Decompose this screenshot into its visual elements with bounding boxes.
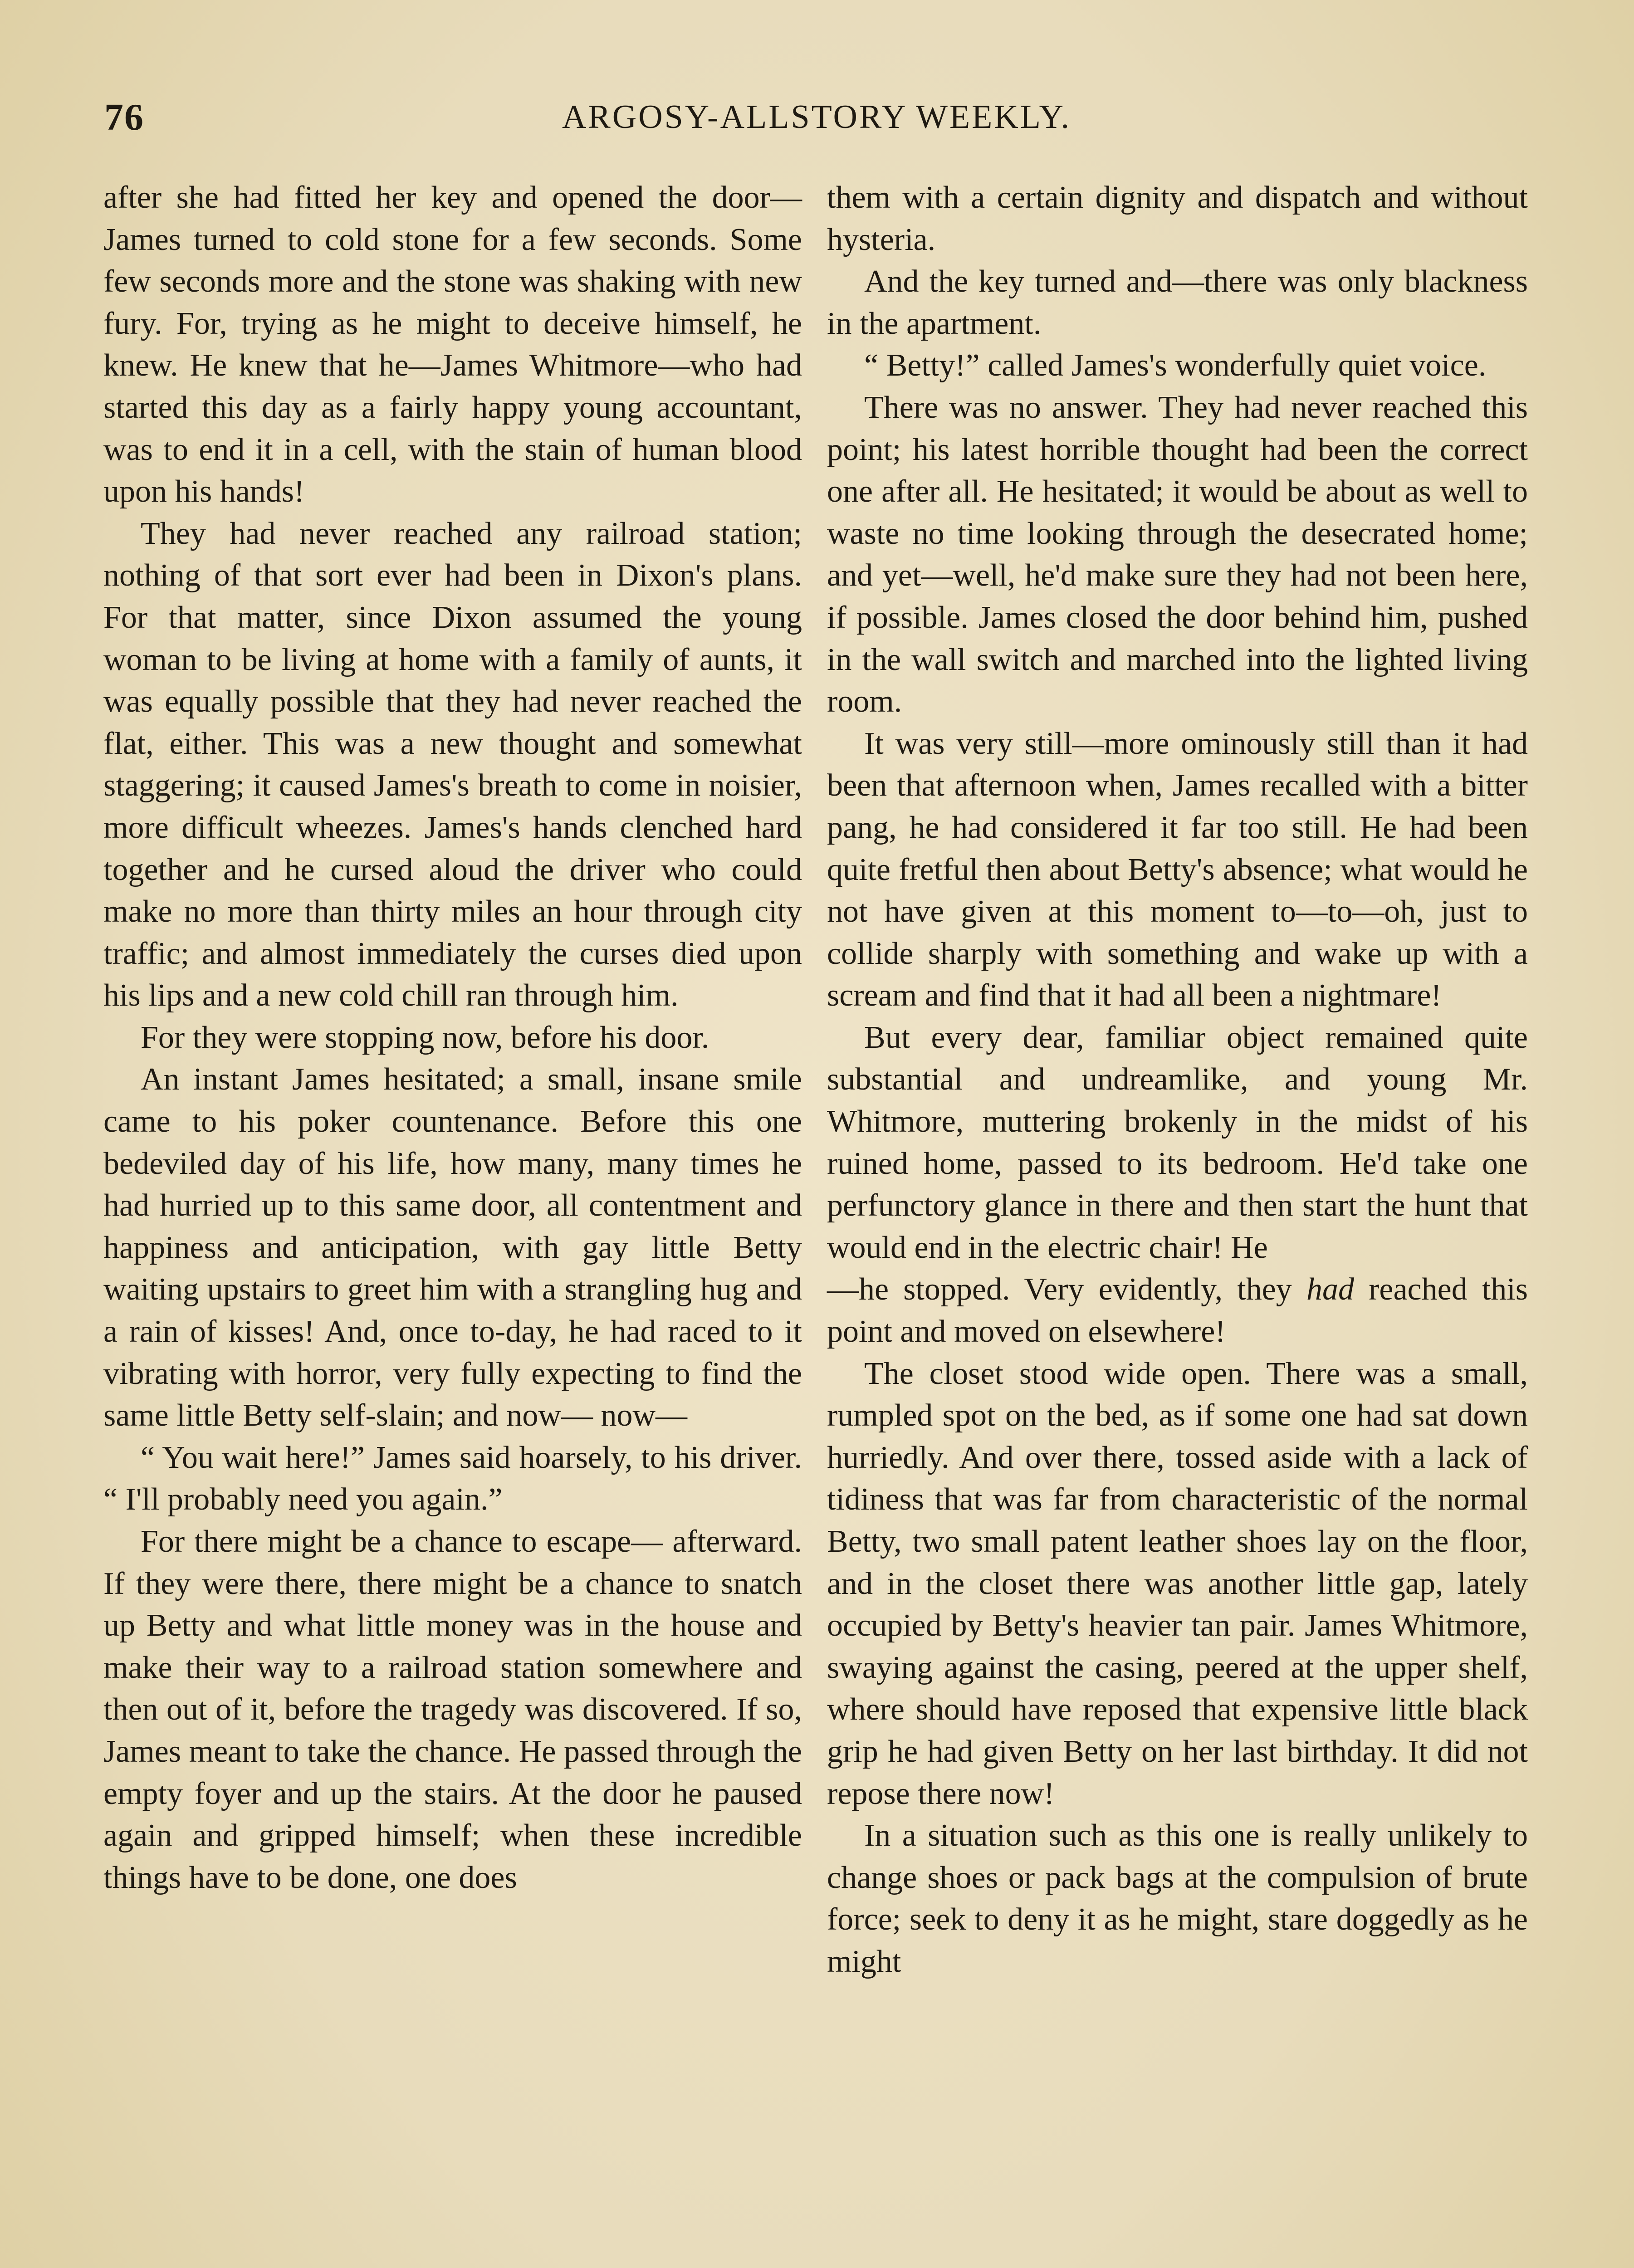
paragraph-text: reached this point and moved on elsewhere! <box>827 1272 1528 1349</box>
paragraph: them with a certain dignity and dispatch and without hysteria. <box>827 180 1528 257</box>
page-header <box>104 95 1529 145</box>
page-number: 76 <box>104 96 144 138</box>
paragraph: They had never reached any railroad station; nothing of that sort ever had been in Dixon's plans. For that matter, since Dixon assumed the young woman to be living at home with a family of aunts, it was equally possible that they had never reached the flat, either. This was a new thought and somewhat staggering; it caused James's breath to come in noisier, more difficult wheezes. James's hands clenched hard together and he cursed aloud the driver who could make no more than thirty miles an hour through city traffic; and almost immediately the curses died upon his lips and a new cold chill ran through him. <box>103 516 802 1013</box>
paragraph: “ Betty!” called James's wonderfully quiet voice. <box>864 348 1487 383</box>
text-columns <box>103 177 1528 2268</box>
paragraph: “ You wait here!” James said hoarsely, to his driver. “ I'll probably need you again.” <box>103 1440 802 1517</box>
paragraph: For they were stopping now, before his door. <box>141 1020 709 1055</box>
paragraph: after she had fitted her key and opened the door—James turned to cold stone for a few seconds. Some few seconds more and the stone was shaking with new fury. For, trying as he might to deceive himself, he knew. He knew that he—James Whitmore—who had started this day as a fairly happy young accountant, was to end it in a cell, with the stain of human blood upon his hands! <box>103 180 802 509</box>
paragraph <box>827 1017 1528 1353</box>
paragraph-text: —he stopped. Very evidently, they <box>827 1272 1306 1307</box>
paragraph: An instant James hesitated; a small, insane smile came to his poker countenance. Before this one bedeviled day of his life, how many, many times he had hurried up to this same door, all contentment and happiness and anticipation, with gay little Betty waiting upstairs to greet him with a strangling hug and a rain of kisses! And, once to-day, he had raced to it vibrating with horror, very fully expecting to find the same little Betty self-slain; and now— now— <box>103 1062 802 1433</box>
paragraph: In a situation such as this one is really unlikely to change shoes or pack bags at the compulsion of brute force; seek to deny it as he might, stare doggedly as he might <box>827 1818 1528 1979</box>
paragraph: For there might be a chance to escape— afterward. If they were there, there might be a chance to snatch up Betty and what little money was in the house and make their way to a railroad station somewhere and then out of it, before the tragedy was discovered. If so, James meant to take the chance. He passed through the empty foyer and up the stairs. At the door he paused again and gripped himself; when these incredible things have to be done, one does <box>103 1524 802 1895</box>
left-column <box>103 177 802 2268</box>
running-title: ARGOSY-ALLSTORY WEEKLY. <box>562 98 1071 136</box>
paragraph: The closet stood wide open. There was a small, rumpled spot on the bed, as if some one had sat down hurriedly. And over there, tossed aside with a lack of tidiness that was far from characteristic of the normal Betty, two small patent leather shoes lay on the floor, and in the closet there was another little gap, lately occupied by Betty's heavier tan pair. James Whitmore, swaying against the casing, peered at the upper shelf, where should have reposed that expensive little black grip he had given Betty on her last birthday. It did not repose there now! <box>827 1356 1528 1811</box>
paragraph: It was very still—more ominously still than it had been that afternoon when, James recalled with a bitter pang, he had considered it far too still. He had been quite fretful then about Betty's absence; what would he not have given at this moment to—to—oh, just to collide sharply with something and wake up with a scream and find that it had all been a nightmare! <box>827 726 1528 1013</box>
right-column <box>827 177 1528 2268</box>
paragraph: And the key turned and—there was only blackness in the apartment. <box>827 264 1528 341</box>
paragraph-text: But every dear, familiar object remained quite substantial and undreamlike, and young Mr. Whitmore, muttering brokenly in the midst of his ruined home, passed to its bedroom. He'd take one perfunctory glance in there and then start the hunt that would end in the electric chair! He <box>827 1020 1528 1265</box>
emphasis-text: had <box>1306 1272 1354 1307</box>
paragraph: There was no answer. They had never reached this point; his latest horrible thought had been the correct one after all. He hesitated; it would be about as well to waste no time looking through the desecrated home; and yet—well, he'd make sure they had not been here, if possible. James closed the door behind him, pushed in the wall switch and marched into the lighted living room. <box>827 390 1528 719</box>
